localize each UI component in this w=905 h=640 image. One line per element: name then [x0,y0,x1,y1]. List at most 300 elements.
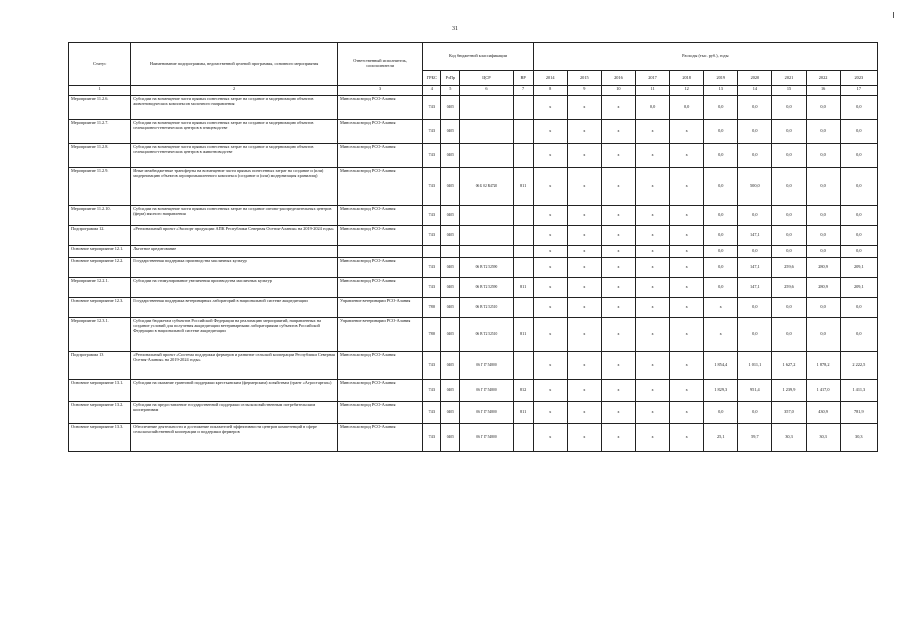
row-expense-value: 0,0 [704,258,738,278]
row-expense-value: x [601,206,635,226]
row-expense-value: x [635,298,669,318]
column-index: 10 [601,86,635,96]
row-expense-value: 0,0 [840,246,877,258]
row-expense-value: x [533,298,567,318]
row-code-vr [513,120,533,144]
row-expense-value: x [670,318,704,352]
row-code-csr: 06 Г I7 54800 [460,352,513,380]
row-expense-value: x [567,168,601,206]
row-expense-value: 0,0 [840,144,877,168]
row-code-csr: 06 Г I7 54800 [460,380,513,402]
table-row [69,258,878,278]
header-expenses: Расходы (тыс. руб.), годы [533,43,877,71]
row-code-vr: 811 [513,278,533,298]
row-status: Основное мероприятие 13.3. [69,424,131,452]
column-index: 1 [69,86,131,96]
row-expense-value: 1 627,2 [772,352,806,380]
row-code-rzpr: 0405 [441,206,460,226]
row-expense-value: x [601,278,635,298]
row-expense-value: x [601,258,635,278]
header-year: 2016 [601,71,635,86]
header-year: 2020 [738,71,772,86]
row-expense-value: 951,4 [738,380,772,402]
row-code-csr [460,246,513,258]
row-code-csr [460,144,513,168]
row-expense-value: x [567,278,601,298]
row-expense-value: x [635,380,669,402]
row-expense-value: 1 239,9 [772,380,806,402]
row-executor: Минсельхозпрод РСО-Алания [337,226,422,246]
row-code-csr: 06 В Т2 52590 [460,278,513,298]
row-code-vr: 812 [513,380,533,402]
row-expense-value: x [567,144,601,168]
column-index: 11 [635,86,669,96]
row-name: Субсидии на предоставление государственной поддержки сельскохозяйственным потребительским кооперативам [131,402,338,424]
row-expense-value: 0,0 [840,318,877,352]
row-code-csr: 06 Г I7 54800 [460,424,513,452]
row-expense-value: 1 878,2 [806,352,840,380]
row-expense-value: x [567,298,601,318]
row-code-rzpr: 0405 [441,120,460,144]
row-expense-value: 0,0 [772,168,806,206]
row-code-csr: 06 Б 02 R4720 [460,168,513,206]
row-code-vr: 811 [513,318,533,352]
row-expense-value: x [533,424,567,452]
row-code-rzpr: 0405 [441,380,460,402]
row-code-vr [513,246,533,258]
row-code-rzpr: 0405 [441,424,460,452]
row-expense-value: 0,0 [772,96,806,120]
row-code-vr: 811 [513,402,533,424]
row-expense-value: 0,0 [840,226,877,246]
row-code-grbs: 743 [423,144,441,168]
page-number: 31 [452,26,458,32]
row-code-grbs: 743 [423,206,441,226]
row-expense-value: x [601,226,635,246]
row-expense-value: 0,0 [806,120,840,144]
row-expense-value: 0,0 [806,96,840,120]
row-expense-value: x [635,352,669,380]
header-code-vr: ВР [513,71,533,86]
row-expense-value: x [533,352,567,380]
row-code-grbs: 743 [423,380,441,402]
table-body [69,96,878,452]
row-code-csr: 06 Г I7 54800 [460,402,513,424]
row-expense-value: 2 222,5 [840,352,877,380]
row-expense-value: 0,0 [704,96,738,120]
row-expense-value: 0,0 [806,206,840,226]
row-expense-value: x [533,318,567,352]
row-expense-value: x [567,246,601,258]
header-row-top [69,43,878,71]
row-code-grbs: 780 [423,318,441,352]
row-executor: Минсельхозпрод РСО-Алания [337,258,422,278]
row-expense-value: x [635,278,669,298]
row-code-grbs: 780 [423,298,441,318]
row-expense-value: x [635,246,669,258]
column-index: 2 [131,86,338,96]
table-row [69,352,878,380]
row-name: Государственная поддержка производства масличных культур [131,258,338,278]
row-expense-value: 1 011,1 [738,352,772,380]
row-name: Льготное кредитование [131,246,338,258]
row-expense-value: 357,0 [772,402,806,424]
row-executor: Минсельхозпрод РСО-Алания [337,206,422,226]
row-expense-value: 781,9 [840,402,877,424]
row-expense-value: 0,0 [806,168,840,206]
row-code-csr [460,96,513,120]
row-expense-value: 0,0 [738,246,772,258]
header-year: 2015 [567,71,601,86]
header-year: 2018 [670,71,704,86]
header-year: 2019 [704,71,738,86]
row-expense-value: 209,1 [840,258,877,278]
row-expense-value: x [601,96,635,120]
row-expense-value: 0,0 [738,318,772,352]
row-expense-value: x [533,278,567,298]
row-expense-value: 0,0 [738,120,772,144]
column-index: 6 [460,86,513,96]
row-expense-value: x [670,380,704,402]
column-index: 5 [441,86,460,96]
row-expense-value: 0,0 [806,246,840,258]
row-code-rzpr: 0405 [441,298,460,318]
row-expense-value: x [704,298,738,318]
row-expense-value: x [533,144,567,168]
column-index: 13 [704,86,738,96]
header-status: Статус [69,43,131,86]
column-index: 16 [806,86,840,96]
row-expense-value: 0,0 [704,226,738,246]
row-code-grbs: 743 [423,258,441,278]
row-name: Субсидии бюджетам субъектов Российской Федерации на реализацию мероприятий, направленных на создание условий для получения аккредитации ветеринарными лабораториями субъектов Российской Федерации в национальной системе аккредитации [131,318,338,352]
row-expense-value: x [567,120,601,144]
column-index: 7 [513,86,533,96]
row-expense-value: 0,0 [704,278,738,298]
row-code-csr: 06 В Т2 52590 [460,258,513,278]
row-expense-value: x [601,120,635,144]
row-expense-value: x [635,120,669,144]
column-index: 8 [533,86,567,96]
row-expense-value: x [704,318,738,352]
row-expense-value: x [533,96,567,120]
row-expense-value: 500,0 [738,168,772,206]
row-code-csr [460,206,513,226]
header-code-grbs: ГРБС [423,71,441,86]
row-expense-value: 280,9 [806,278,840,298]
row-code-rzpr: 0405 [441,318,460,352]
row-expense-value: 0,0 [635,96,669,120]
row-status: Подпрограмма 12. [69,226,131,246]
table-row [69,380,878,402]
row-name: Субсидии на возмещение части прямых понесенных затрат на создание и модернизацию объектов животноводческих комплексов молочного направления [131,96,338,120]
row-expense-value: x [670,206,704,226]
row-expense-value: 30,3 [772,424,806,452]
row-code-csr [460,226,513,246]
row-code-rzpr: 0405 [441,226,460,246]
row-name: «Региональный проект «Система поддержки фермеров и развитие сельской кооперации Республики Северная Осетия-Алания» на 2019-2024 годы» [131,352,338,380]
table-row [69,298,878,318]
header-executor: Ответственный исполнитель, соисполнители [337,43,422,86]
row-code-vr [513,352,533,380]
row-code-vr: 811 [513,168,533,206]
row-expense-value: 0,0 [840,298,877,318]
row-expense-value: x [635,424,669,452]
table-row [69,168,878,206]
table-row [69,226,878,246]
row-expense-value: x [670,246,704,258]
table-row [69,246,878,258]
row-expense-value: 0,0 [738,144,772,168]
column-index: 15 [772,86,806,96]
header-year: 2014 [533,71,567,86]
row-name: Иные межбюджетные трансферты на возмещение части прямых понесенных затрат на создание и (или) модернизацию объектов агропромышленного комплекса (создание и (или) модернизация хранилищ) [131,168,338,206]
row-expense-value: 0,0 [840,168,877,206]
row-status: Мероприятие 12.3.1. [69,318,131,352]
column-index: 17 [840,86,877,96]
scan-edge-mark [893,12,894,18]
row-expense-value: 0,0 [704,120,738,144]
row-expense-value: 0,0 [772,226,806,246]
row-executor: Минсельхозпрод РСО-Алания [337,120,422,144]
row-code-grbs: 743 [423,226,441,246]
row-expense-value: 0,0 [806,298,840,318]
row-code-grbs: 743 [423,168,441,206]
row-expense-value: x [567,318,601,352]
row-expense-value: 0,0 [772,206,806,226]
row-executor [337,246,422,258]
column-index-row [69,86,878,96]
column-index: 3 [337,86,422,96]
row-expense-value: x [601,298,635,318]
row-executor: Управление ветеринарии РСО-Алания [337,318,422,352]
row-status: Мероприятие 11.2.6. [69,96,131,120]
row-status: Основное мероприятие 13.1. [69,380,131,402]
row-expense-value: 280,9 [806,258,840,278]
row-name: Государственная поддержка ветеринарных лабораторий в национальной системе аккредитации [131,298,338,318]
row-expense-value: x [601,352,635,380]
row-status: Мероприятие 11.2.8. [69,144,131,168]
row-name: Субсидии на оказание грантовой поддержки крестьянским (фермерским) хозяйствам (грант «Агростартап») [131,380,338,402]
row-expense-value: x [670,278,704,298]
header-program-name: Наименование подпрограммы, ведомственной целевой программы, основного мероприятия [131,43,338,86]
row-code-grbs: 743 [423,278,441,298]
row-expense-value: x [533,380,567,402]
row-code-rzpr: 0405 [441,168,460,206]
header-year: 2023 [840,71,877,86]
row-code-rzpr: 0405 [441,144,460,168]
row-expense-value: x [601,318,635,352]
row-expense-value: 0,0 [840,206,877,226]
row-expense-value: 30,3 [806,424,840,452]
row-name: Субсидии на возмещение части прямых понесенных затрат на создание и модернизацию объектов селекционно-генетических центров в животноводстве [131,144,338,168]
row-code-rzpr: 0405 [441,96,460,120]
row-expense-value: x [533,168,567,206]
row-code-vr [513,206,533,226]
row-expense-value: 0,0 [806,226,840,246]
row-expense-value: 0,0 [704,144,738,168]
row-executor: Минсельхозпрод РСО-Алания [337,424,422,452]
row-name: Субсидии на стимулирование увеличения производства масличных культур [131,278,338,298]
row-expense-value: x [601,144,635,168]
row-expense-value: 0,0 [738,206,772,226]
table-row [69,278,878,298]
row-executor: Управление ветеринарии РСО-Алания [337,298,422,318]
row-expense-value: 25,1 [704,424,738,452]
row-expense-value: 0,0 [806,144,840,168]
row-expense-value: x [601,246,635,258]
row-expense-value: x [601,424,635,452]
row-expense-value: x [635,144,669,168]
row-code-rzpr: 0405 [441,402,460,424]
row-expense-value: 0,0 [840,120,877,144]
row-executor: Минсельхозпрод РСО-Алания [337,168,422,206]
row-code-csr [460,120,513,144]
row-code-rzpr: 0405 [441,278,460,298]
row-expense-value: x [601,402,635,424]
row-name: Субсидии на возмещение части прямых понесенных затрат на создание оптово-распределительных центров (ферм) мясного направления [131,206,338,226]
row-code-vr [513,226,533,246]
row-expense-value: 30,3 [840,424,877,452]
row-expense-value: x [567,352,601,380]
row-expense-value: x [670,258,704,278]
row-expense-value: 1 411,3 [840,380,877,402]
row-expense-value: 1 829,3 [704,380,738,402]
row-code-grbs: 743 [423,96,441,120]
column-index: 12 [670,86,704,96]
row-expense-value: 147,1 [738,278,772,298]
row-expense-value: x [635,402,669,424]
row-expense-value: x [635,226,669,246]
row-expense-value: x [670,226,704,246]
row-expense-value: 0,0 [738,402,772,424]
row-expense-value: x [635,168,669,206]
table-row [69,144,878,168]
row-code-grbs [423,246,441,258]
row-expense-value: x [567,96,601,120]
header-year: 2021 [772,71,806,86]
row-expense-value: 0,0 [738,298,772,318]
header-year: 2017 [635,71,669,86]
row-name: «Региональный проект «Экспорт продукции АПК Республики Северная Осетия-Алания» на 2019-2024 годы» [131,226,338,246]
row-expense-value: 0,0 [704,402,738,424]
row-code-rzpr: 0405 [441,352,460,380]
row-expense-value: 430,9 [806,402,840,424]
table-row [69,402,878,424]
row-executor: Минсельхозпрод РСО-Алания [337,278,422,298]
row-expense-value: 0,0 [772,318,806,352]
row-status: Основное мероприятие 12.2. [69,258,131,278]
row-name: Обеспечение деятельности и достижение показателей эффективности центров компетенций в сфере сельскохозяйственной кооперации и поддержки фермеров [131,424,338,452]
table-row [69,96,878,120]
row-expense-value: x [533,206,567,226]
table-row [69,206,878,226]
row-expense-value: x [567,424,601,452]
row-expense-value: x [533,246,567,258]
row-expense-value: 0,0 [772,298,806,318]
row-executor: Минсельхозпрод РСО-Алания [337,144,422,168]
table-row [69,318,878,352]
row-expense-value: x [670,144,704,168]
row-expense-value: 209,1 [840,278,877,298]
header-code-csr: ЦСР [460,71,513,86]
table-row [69,120,878,144]
row-expense-value: x [670,424,704,452]
row-expense-value: 0,0 [772,120,806,144]
header-year: 2022 [806,71,840,86]
row-status: Мероприятие 11.2.10. [69,206,131,226]
row-expense-value: 259,6 [772,278,806,298]
row-expense-value: 1 854,4 [704,352,738,380]
row-executor: Минсельхозпрод РСО-Алания [337,402,422,424]
row-code-vr [513,424,533,452]
row-code-vr [513,298,533,318]
row-executor: Минсельхозпрод РСО-Алания [337,380,422,402]
row-expense-value: 0,0 [806,318,840,352]
row-code-rzpr [441,246,460,258]
row-expense-value: x [533,258,567,278]
row-expense-value: x [670,402,704,424]
row-code-grbs: 743 [423,120,441,144]
row-expense-value: 0,0 [704,246,738,258]
row-expense-value: x [567,380,601,402]
budget-table [68,42,878,452]
row-expense-value: x [567,402,601,424]
row-expense-value: x [533,402,567,424]
row-expense-value: 147,1 [738,226,772,246]
row-expense-value: x [567,206,601,226]
header-code-rzpr: РзПр [441,71,460,86]
row-executor: Минсельхозпрод РСО-Алания [337,96,422,120]
row-status: Подпрограмма 13 [69,352,131,380]
row-expense-value: x [601,380,635,402]
row-expense-value: x [533,120,567,144]
row-name: Субсидии на возмещение части прямых понесенных затрат на создание и модернизацию объектов селекционно-генетических центров в птицеводстве [131,120,338,144]
row-status: Основное мероприятие 12.3. [69,298,131,318]
row-status: Мероприятие 11.2.9. [69,168,131,206]
row-expense-value: x [635,318,669,352]
row-code-grbs: 743 [423,424,441,452]
row-expense-value: 259,6 [772,258,806,278]
row-expense-value: x [601,168,635,206]
row-expense-value: 0,0 [772,144,806,168]
row-code-grbs: 743 [423,352,441,380]
column-index: 4 [423,86,441,96]
row-status: Мероприятие 12.2.1. [69,278,131,298]
row-code-grbs: 743 [423,402,441,424]
column-index: 9 [567,86,601,96]
row-expense-value: x [670,352,704,380]
row-status: Основное мероприятие 13.2. [69,402,131,424]
row-expense-value: 1 417,0 [806,380,840,402]
row-expense-value: 0,0 [704,168,738,206]
row-expense-value: 0,0 [704,206,738,226]
row-code-vr [513,96,533,120]
row-expense-value: 147,1 [738,258,772,278]
header-budget-classification: Код бюджетной классификации [423,43,533,71]
table-row [69,424,878,452]
row-expense-value: x [567,258,601,278]
row-expense-value: 59,7 [738,424,772,452]
row-expense-value: x [635,258,669,278]
row-code-vr [513,258,533,278]
row-expense-value: 0,0 [772,246,806,258]
row-expense-value: 0,0 [670,96,704,120]
row-expense-value: x [567,226,601,246]
row-code-csr: 06 В Т2 52510 [460,318,513,352]
row-status: Основное мероприятие 12.1. [69,246,131,258]
row-expense-value: 0,0 [738,96,772,120]
